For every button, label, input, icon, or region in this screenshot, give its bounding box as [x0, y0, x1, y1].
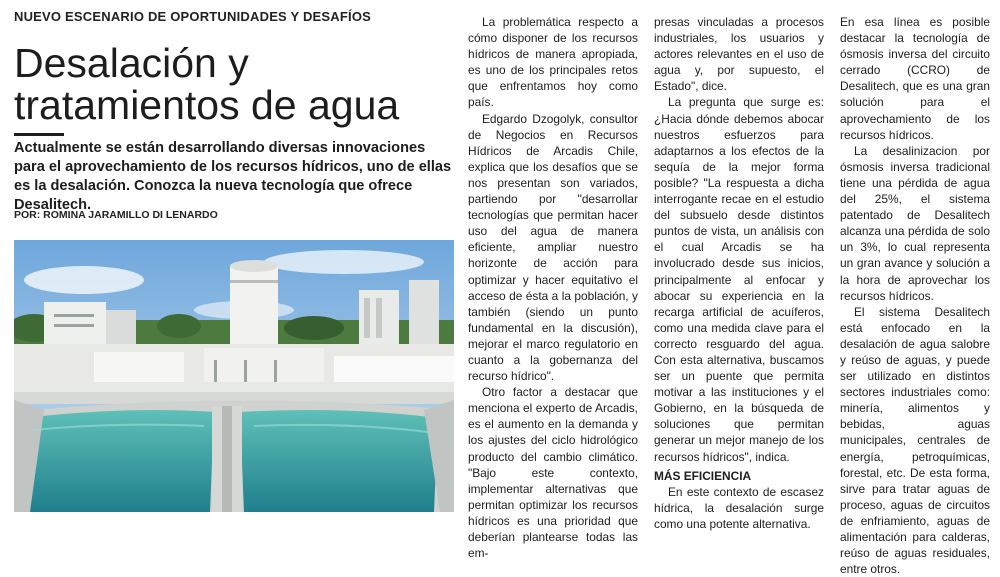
- paragraph: presas vinculadas a procesos industriales, los usuarios y actores relevantes en el uso de agua y, por supuesto, el Estado", dice.: [654, 15, 824, 94]
- section-subhead: MÁS EFICIENCIA: [654, 468, 752, 483]
- article-column-3: [840, 14, 990, 577]
- article-lead: Actualmente se están desarrollando diversas innovaciones para el aprovechamiento de los recursos hídricos, uno de ellas es la desalación. Conozca la nueva tecnología que ofrece Desalitech.: [14, 140, 452, 213]
- water-treatment-plant-photo: [14, 240, 454, 512]
- article-byline: POR: ROMINA JARAMILLO DI LENARDO: [14, 209, 218, 221]
- paragraph: La pregunta que surge es: ¿Hacia dónde debemos abocar nuestros esfuerzos para adaptarnos a los efectos de la sequía de la mejor forma posible? "La respuesta a dicha interrogante recae en el estudio del subsuelo desde distintos puntos de vista, un análisis con el cual Arcadis se ha involucrado desde sus inicios, principalmente al enfocar y abocar su experiencia en la recarga artificial de acuíferos, como una medida clave para el correcto resguardo del agua. Con esta alternativa, buscamos ser un puente que permita motivar a las instituciones y el Gobierno, en la búsqueda de soluciones que permitan generar un mejor manejo de los recursos hídricos", indica.: [654, 95, 824, 464]
- article-headline: Desalación y tratamientos de agua: [14, 40, 400, 128]
- paragraph: En esa línea es posible destacar la tecnología de ósmosis inversa del circuito cerrado (CCRO) de Desalitech, que es una gran solución para el aprovechamiento de los recursos hídricos.: [840, 15, 990, 142]
- headline-rule: [14, 133, 64, 136]
- paragraph: En este contexto de escasez hídrica, la desalación surge como una potente alternativa.: [654, 484, 824, 531]
- article-column-1: [468, 14, 638, 561]
- article-kicker: NUEVO ESCENARIO DE OPORTUNIDADES Y DESAFÍOS: [14, 9, 372, 24]
- paragraph: La problemática respecto a cómo disponer de los recursos hídricos de manera apropiada, es uno de los principales retos que enfrentamos hoy como país.: [468, 15, 638, 110]
- paragraph: Otro factor a destacar que menciona el experto de Arcadis, es el aumento en la demanda y los ajustes del ciclo hidrológico producto del cambio climático. "Bajo este contexto, implementar alternativas que permitan optimizar los recursos hídricos es una prioridad que deberían plantearse todas las em-: [468, 385, 638, 561]
- article-column-2: [654, 14, 824, 532]
- paragraph: El sistema Desalitech está enfocado en la desalación de agua salobre y reúso de aguas, y puede ser utilizado en distintos sectores industriales como: minería, alimentos y bebidas, aguas municipales, centrales de energía, petroquímicas, forestal, etc. De esta forma, sirve para tratar aguas de proceso, aguas de circuitos de enfriamiento, aguas de alimentación para calderas, reúso de aguas residuales, entre otros.: [840, 304, 990, 577]
- paragraph: Edgardo Dzogolyk, consultor de Negocios en Recursos Hídricos de Arcadis Chile, explica que los desafíos que se nos presentan son variados, partiendo por "desarrollar tecnologías que permitan hacer uso del agua de manera eficiente, ampliar nuestro horizonte de acción para optimizar y hacer equitativo el acceso de ésta a la población, y también (siendo un punto fundamental en la discusión), mejorar el marco regulatorio en cuanto a la gobernanza del recurso hídrico".: [468, 111, 638, 384]
- paragraph: La desalinizacion por ósmosis inversa tradicional tiene una pérdida de agua del 25%, el sistema patentado de Desalitech alcanza una pérdida de solo un 3%, lo cual representa un gran avance y solución a la hora de aprovechar los recursos hídricos.: [840, 143, 990, 303]
